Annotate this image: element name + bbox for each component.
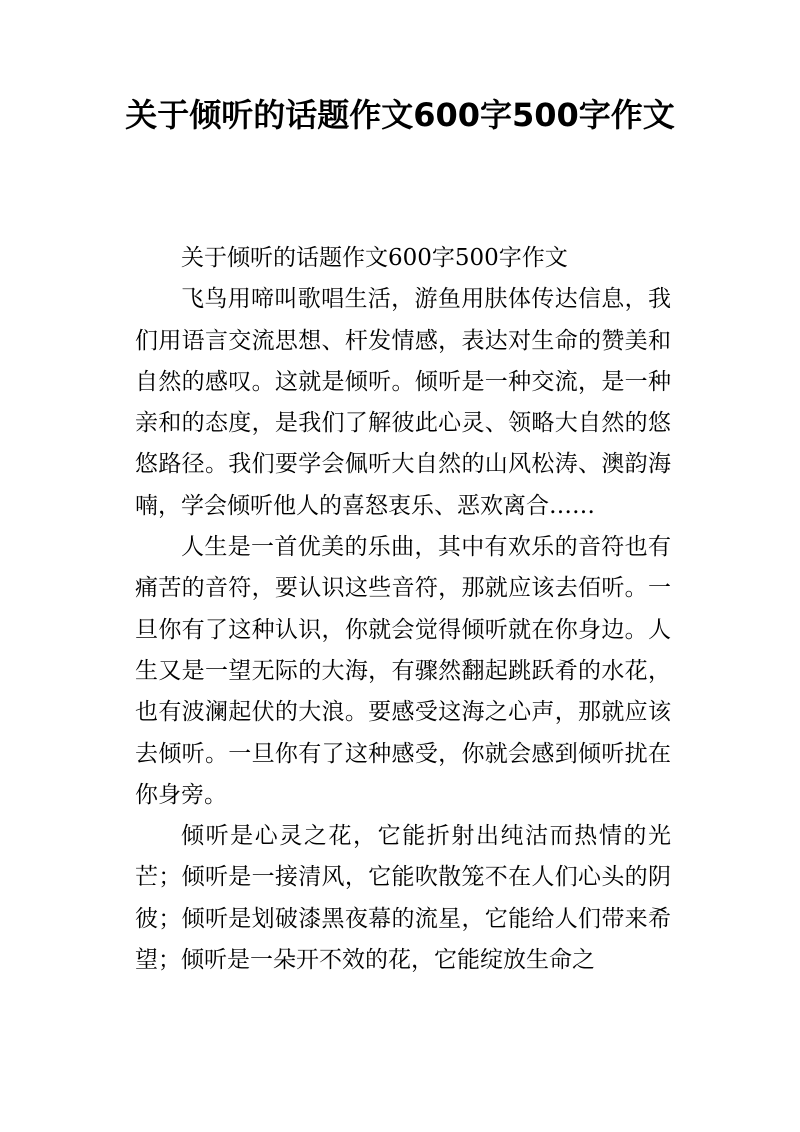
paragraph-subtitle: 关于倾听的话题作文600字500字作文 <box>181 245 568 271</box>
paragraph-2: 人生是一首优美的乐曲，其中有欢乐的音符也有痛苦的音符，要认识这些音符，那就应该去佰听。一旦你有了这种认识，你就会觉得倾听就在你身边。人生又是一望无际的大海，有骤然翻起跳跃肴的水花，也有波澜起伏的大浪。要感受这海之心声，那就应该去倾听。一旦你有了这种感受，你就会感到倾听扰在你身旁。 <box>135 534 671 808</box>
paragraph-1: 飞鸟用啼叫歌唱生活，游鱼用肤体传达信息，我们用语言交流思想、杆发情感，表达对生命的赞美和自然的感叹。这就是倾听。倾听是一种交流，是一种亲和的态度，是我们了解彼此心灵、领略大自然的悠悠路径。我们要学会佩听大自然的山风松涛、澳韵海喃，学会倾听他人的喜怒衷乐、恶欢离合…… <box>135 286 671 519</box>
paragraph-3: 倾听是心灵之花，它能折射出纯沽而热情的光芒；倾听是一接清风，它能吹散笼不在人们心头的阴彼；倾听是划破漆黑夜幕的流星，它能给人们带来希望；倾听是一朵开不效的花，它能绽放生命之 <box>135 823 671 974</box>
document-body <box>135 238 671 981</box>
document-title: 关于倾听的话题作文600字500字作文 <box>125 96 675 134</box>
